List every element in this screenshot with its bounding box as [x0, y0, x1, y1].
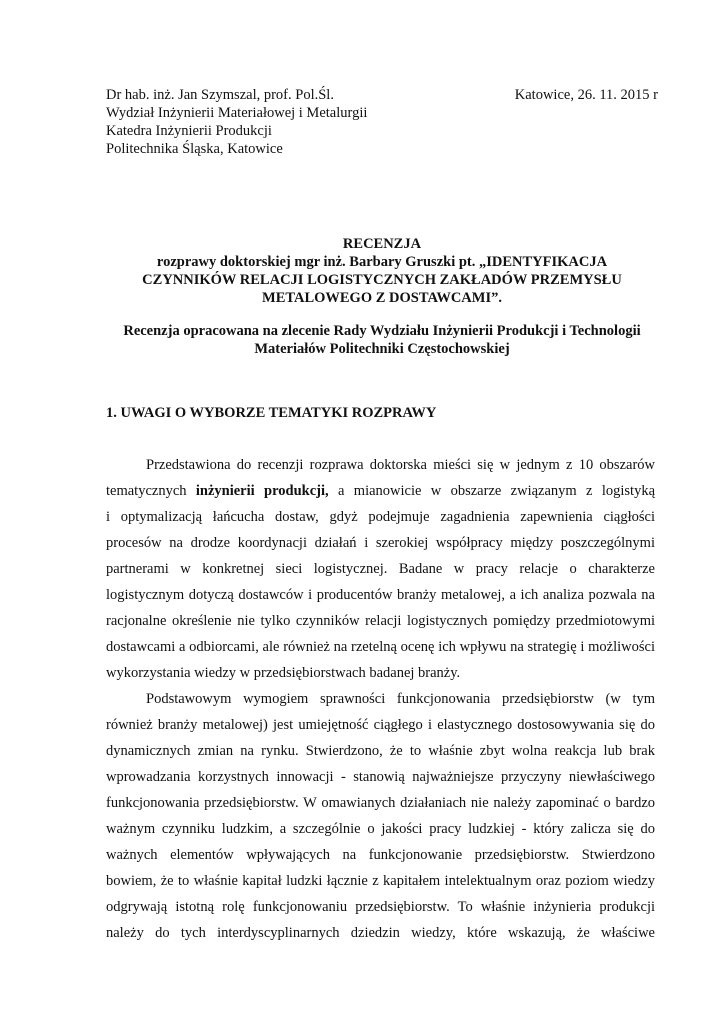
paragraph-line: dynamicznych zmian na rynku. Stwierdzono, że to właśnie zbyt wolna reakcja lub brak — [106, 743, 655, 759]
letter-header — [106, 86, 658, 158]
text-run: tematycznych — [106, 483, 196, 499]
title-line: RECENZJA — [342, 236, 422, 252]
paragraph-line: ważnych elementów wpływających na funkcjonowanie przedsiębiorstw. Stwierdzono — [106, 847, 655, 863]
paragraph-line: bowiem, że to właśnie kapitał ludzki łącznie z kapitałem intelektualnym oraz poziom wiedzy — [106, 873, 655, 889]
commission-note — [96, 322, 668, 358]
paragraph-line: również branży metalowej) jest umiejętność ciągłego i elastycznego dostosowywania się do — [106, 717, 655, 733]
paragraph-line: wprowadzania korzystnych innowacji - stanowią najważniejsze przyczyny niewłaściwego — [106, 769, 655, 785]
author-name: Dr hab. inż. Jan Szymszal, prof. Pol.Śl. — [106, 87, 334, 103]
paragraph-line: procesów na drodze koordynacji działań i szerokiej współpracy między poszczególnymi — [106, 535, 655, 551]
paragraph-line: funkcjonowania przedsiębiorstw. W omawianych działaniach nie należy zapominać o bardzo — [106, 795, 655, 811]
paragraph-line: odgrywają istotną rolę funkcjonowaniu przedsiębiorstw. To właśnie inżynieria produkcji — [106, 899, 655, 915]
paragraph-line: racjonalne określenie nie tylko czynników relacji logistycznych pomiędzy przedmiotowymi — [106, 613, 655, 629]
author-faculty: Wydział Inżynierii Materiałowej i Metalurgii — [106, 105, 368, 121]
author-department: Katedra Inżynierii Produkcji — [106, 123, 272, 139]
paragraph-line: ważnym czynniku ludzkim, a szczególnie o jakości pracy ludzkiej - który zalicza się do — [106, 821, 655, 837]
place-date: Katowice, 26. 11. 2015 r — [514, 87, 658, 103]
document-title — [96, 235, 668, 307]
paragraph-line: i optymalizacją łańcucha dostaw, gdyż podejmuje zagadnienia zapewnienia ciągłości — [106, 509, 655, 525]
paragraph-line: logistycznym dotyczą dostawców i producentów branży metalowej, a ich analiza pozwala na — [106, 587, 655, 603]
text-run: a mianowicie w obszarze związanym z logistyką — [328, 483, 656, 499]
title-line: rozprawy doktorskiej mgr inż. Barbary Gruszki pt. „IDENTYFIKACJA — [156, 254, 608, 270]
commission-line: Recenzja opracowana na zlecenie Rady Wydziału Inżynierii Produkcji i Technologii — [123, 323, 641, 339]
paragraph-line — [106, 478, 655, 504]
paragraph-line: Podstawowym wymogiem sprawności funkcjonowania przedsiębiorstw (w tym — [146, 691, 655, 707]
paragraph-line: dostawcami a odbiorcami, ale również na rzetelną ocenę ich wpływu na strategię i możliwości — [106, 639, 655, 655]
paragraph-line: Przedstawiona do recenzji rozprawa doktorska mieści się w jednym z 10 obszarów — [146, 457, 655, 473]
author-university: Politechnika Śląska, Katowice — [106, 141, 283, 157]
title-line: METALOWEGO Z DOSTAWCAMI”. — [262, 290, 502, 306]
paragraph-line: należy do tych interdyscyplinarnych dziedzin wiedzy, które wskazują, że właściwe — [106, 925, 655, 941]
commission-line: Materiałów Politechniki Częstochowskiej — [254, 341, 510, 357]
body-text — [106, 452, 655, 946]
section-heading: 1. UWAGI O WYBORZE TEMATYKI ROZPRAWY — [106, 405, 437, 421]
paragraph-line: wykorzystania wiedzy w przedsiębiorstwach badanej branży. — [106, 665, 461, 681]
paragraph-line: partnerami w konkretnej sieci logistycznej. Badane w pracy relacje o charakterze — [106, 561, 655, 577]
bold-term: inżynierii produkcji, — [195, 483, 329, 499]
title-line: CZYNNIKÓW RELACJI LOGISTYCZNYCH ZAKŁADÓW PRZEMYSŁU — [142, 272, 622, 288]
